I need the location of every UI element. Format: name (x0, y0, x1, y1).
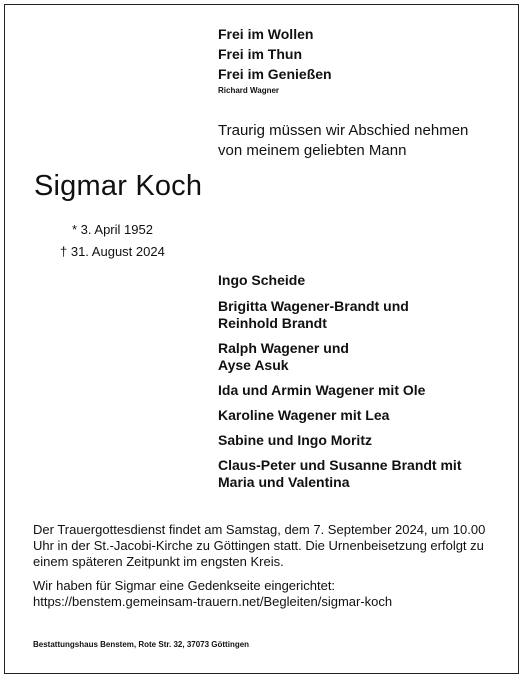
quote-line: Frei im Genießen (218, 66, 332, 82)
mourner-line: Ralph Wagener und (218, 340, 349, 356)
mourner-line: Ingo Scheide (218, 272, 306, 288)
mourners-list (218, 272, 461, 499)
mourner-line: Ida und Armin Wagener mit Ole (218, 382, 426, 398)
quote-author: Richard Wagner (218, 86, 280, 95)
quote-line: Frei im Thun (218, 46, 302, 62)
intro-text (218, 121, 468, 161)
quote-block (218, 24, 332, 84)
mourner-line: Brigitta Wagener-Brandt und (218, 298, 409, 314)
funeral-home-footer: Bestattungshaus Benstem, Rote Str. 32, 37073 Göttingen (33, 640, 250, 649)
intro-line: von meinem geliebten Mann (218, 142, 407, 159)
life-dates (60, 219, 165, 263)
mourner-entry (218, 382, 461, 399)
mourner-line: Maria und Valentina (218, 474, 350, 490)
mourner-entry (218, 298, 461, 332)
intro-line: Traurig müssen wir Abschied nehmen (218, 122, 469, 139)
mourner-line: Karoline Wagener mit Lea (218, 407, 390, 423)
memorial-info (33, 578, 503, 610)
mourner-entry (218, 457, 461, 491)
mourner-entry (218, 407, 461, 424)
mourner-entry (218, 272, 461, 289)
death-date: † 31. August 2024 (60, 244, 165, 259)
mourner-entry (218, 340, 461, 374)
mourner-line: Ayse Asuk (218, 357, 289, 373)
mourner-line: Claus-Peter und Susanne Brandt mit (218, 457, 462, 473)
mourner-line: Sabine und Ingo Moritz (218, 432, 372, 448)
deceased-name: Sigmar Koch (34, 170, 203, 202)
mourner-entry (218, 432, 461, 449)
memorial-text: Wir haben für Sigmar eine Gedenkseite eingerichtet: (33, 578, 336, 593)
mourner-line: Reinhold Brandt (218, 315, 327, 331)
service-info: Der Trauergottesdienst findet am Samstag, dem 7. September 2024, um 10.00 Uhr in der St.-Jacobi-Kirche zu Göttingen statt. Die Urnenbeisetzung erfolgt zu einem späteren Zeitpunkt im engsten Kreis. (33, 522, 486, 569)
quote-line: Frei im Wollen (218, 26, 314, 42)
birth-date: * 3. April 1952 (72, 222, 153, 237)
memorial-link[interactable]: https://benstem.gemeinsam-trauern.net/Begleiten/sigmar-koch (33, 594, 393, 609)
